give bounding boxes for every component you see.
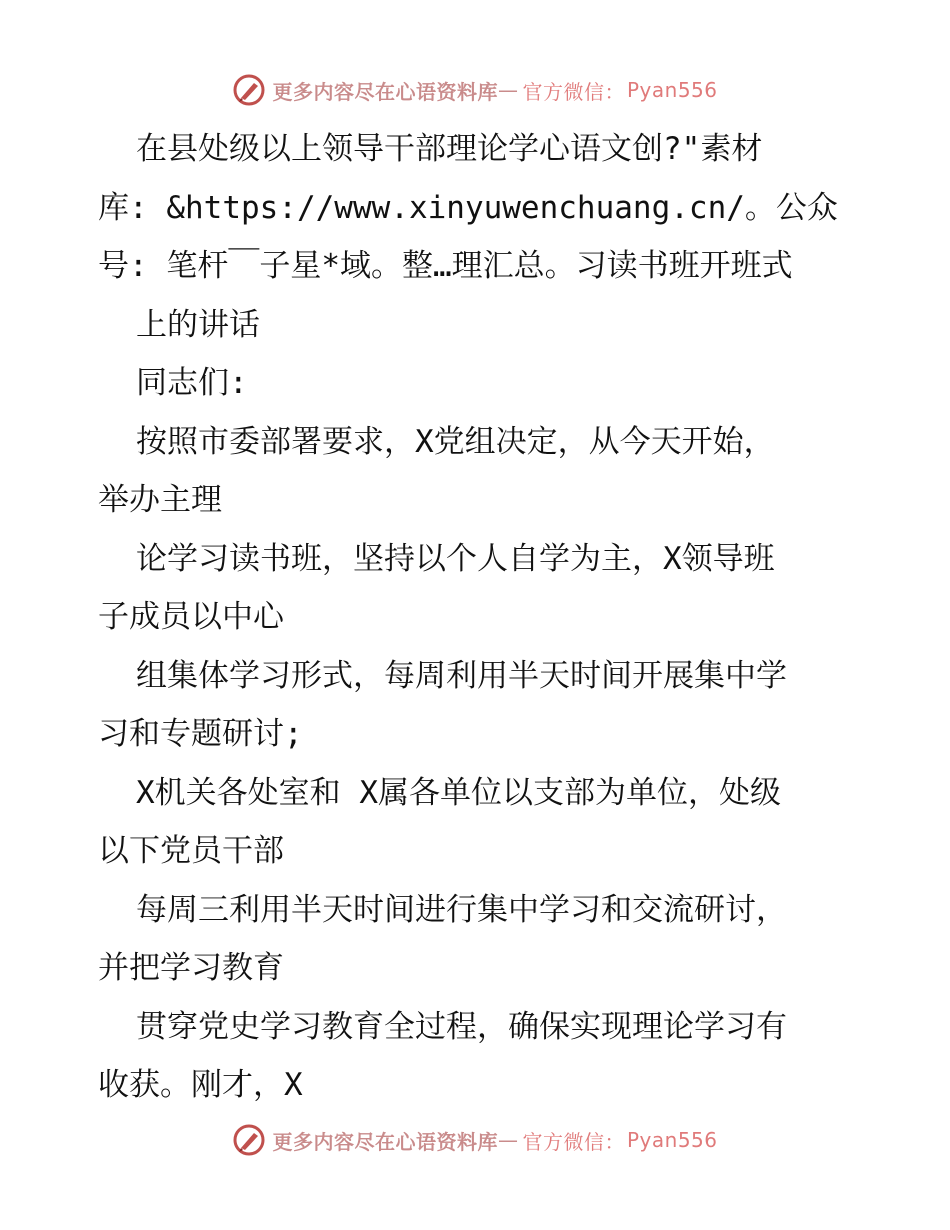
text-line: 号: 笔杆￣子星*域。整…理汇总。习读书班开班式 xyxy=(98,248,793,284)
text-line: 按照市委部署要求，X党组决定，从今天开始， xyxy=(136,423,775,460)
watermark-separator: — xyxy=(497,78,519,102)
text-line: 在县处级以上领导干部理论学心语文创?"素材 xyxy=(136,131,763,167)
watermark-separator: — xyxy=(497,1128,519,1152)
watermark-wechat-label: 官方微信： xyxy=(522,1129,625,1154)
text-line: X机关各处室和 X属各单位以支部为单位，处级 xyxy=(136,774,781,811)
text-line: 以下党员干部 xyxy=(98,833,284,869)
text-line: 收获。刚才，X xyxy=(98,1067,303,1103)
pen-logo-icon xyxy=(232,73,266,107)
watermark-wechat-label: 官方微信： xyxy=(522,79,625,104)
text-line: 并把学习教育 xyxy=(98,950,284,986)
document-body xyxy=(98,120,868,1115)
text-line: 上的讲话 xyxy=(136,306,260,343)
text-line: 论学习读书班，坚持以个人自学为主，X领导班 xyxy=(136,540,775,577)
text-line: 每周三利用半天时间进行集中学习和交流研讨， xyxy=(136,891,787,928)
footer-watermark xyxy=(0,1120,950,1160)
text-line: 贯穿党史学习教育全过程，确保实现理论学习有 xyxy=(136,1008,787,1045)
header-watermark xyxy=(0,70,950,110)
text-line: 举办主理 xyxy=(98,482,222,518)
text-line: 库: &https://www.xinyuwenchuang.cn/。公众 xyxy=(98,189,838,226)
watermark-wechat-id: Pyan556 xyxy=(626,1128,718,1152)
watermark-main-text: 更多内容尽在心语资料库 xyxy=(272,79,498,104)
watermark-wechat-id: Pyan556 xyxy=(626,78,718,102)
watermark-main-text: 更多内容尽在心语资料库 xyxy=(272,1129,498,1154)
text-line: 组集体学习形式，每周利用半天时间开展集中学 xyxy=(136,657,787,694)
text-line: 子成员以中心 xyxy=(98,599,284,635)
text-line: 同志们: xyxy=(136,365,248,401)
pen-logo-icon xyxy=(232,1123,266,1157)
text-line: 习和专题研讨; xyxy=(98,716,303,752)
